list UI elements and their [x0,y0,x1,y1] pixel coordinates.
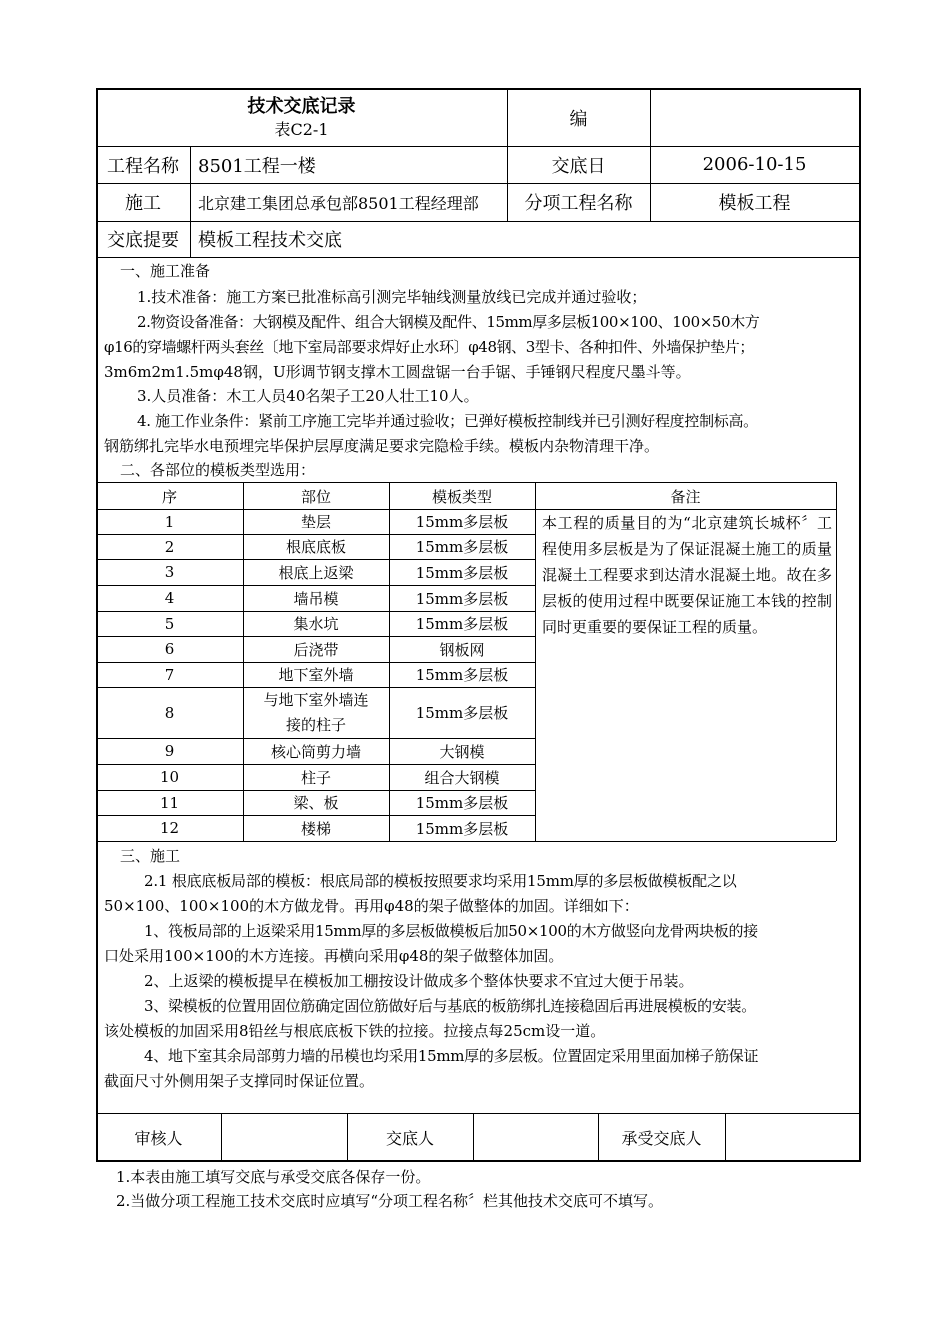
row-part: 地下室外墙 [278,666,354,684]
rule [96,841,836,842]
section3-p1-line1: 2.1 根底底板局部的模板：根底局部的模板按照要求均采用15mm厚的多层板做模板配之以 [144,872,737,890]
footnote-1: 1.本表由施工填写交底与承受交底各保存一份。 [116,1168,431,1186]
title-cell [96,90,507,146]
row-part: 墙吊模 [293,589,339,608]
row-no: 1 [164,512,175,531]
form-number: 表C2-1 [274,120,329,139]
row-part: 梁、板 [293,794,339,812]
row-type: 15mm多层板 [415,704,509,722]
section1-heading: 一、施工准备 [120,262,211,280]
section1-p2-line2: φ16的穿墙螺杆两头套丝〔地下室局部要求焊好止水环〕φ48钢、3型卡、各种扣件、外墙保护垫片； [104,338,754,356]
section3-p4-line2: 该处模板的加固采用8铅丝与根底底板下铁的拉接。拉接点每25cm设一道。 [104,1022,606,1040]
number-value[interactable] [650,90,859,146]
row-part [243,687,389,738]
row-part: 楼梯 [300,819,331,838]
reviewer-signature-field[interactable] [221,1114,347,1160]
subproject-label: 分项工程名称 [524,193,633,214]
row-part: 核心筒剪力墙 [270,742,361,761]
rule [190,146,191,257]
section1-p2-line1: 2.物资设备准备：大钢模及配件、组合大钢模及配件、15mm厚多层板100×100、100×50木方 [137,313,760,331]
receiver-label: 承受交底人 [621,1128,702,1148]
section3-p5-line1: 4、地下室其余局部剪力墙的吊模也均采用15mm厚的多层板。位置固定采用里面加梯子筋保证 [144,1047,759,1065]
row-type: 15mm多层板 [415,563,509,582]
section3-heading: 三、施工 [120,847,181,865]
project-label: 工程名称 [107,155,179,177]
row-part-line2: 接的柱子 [285,715,346,734]
summary-label: 交底提要 [107,230,179,251]
section3-p5-line2: 截面尺寸外侧用架子支撑同时保证位置。 [104,1072,375,1090]
row-type: 组合大钢模 [424,768,500,787]
row-part: 柱子 [300,768,331,787]
presenter-signature-field[interactable] [473,1114,598,1160]
row-no: 12 [159,819,180,837]
presenter-label: 交底人 [385,1128,434,1148]
row-no: 5 [164,614,175,633]
row-type: 15mm多层板 [415,513,509,531]
receiver-signature-field[interactable] [725,1114,859,1160]
section1-p4-line1: 4. 施工作业条件：紧前工序施工完毕并通过验收；已弹好模板控制线并已引测好程度控制标高。 [137,412,758,430]
section3-p2-line1: 1、筏板局部的上返梁采用15mm厚的多层板做模板后加50×100的木方做竖向龙骨两块板的接 [144,922,758,940]
frame-bottom [96,1160,861,1162]
row-part: 根底上返梁 [278,563,354,582]
row-no: 7 [164,665,175,684]
row-no: 11 [159,793,180,812]
row-type: 大钢模 [439,742,485,761]
section3-p4-line1: 3、梁模板的位置用固位筋确定固位筋做好后与基底的板筋绑扎连接稳固后再进展模板的安装。 [144,997,756,1015]
rule [535,482,536,841]
frame-right [859,88,861,1162]
row-type: 钢板网 [439,640,485,659]
contractor-value: 北京建工集团总承包部8501工程经理部 [198,193,479,213]
row-no: 2 [164,537,175,556]
number-label: 编 [569,109,588,130]
row-no: 9 [164,742,175,760]
row-part-line1: 与地下室外墙连 [263,690,369,709]
contractor-label: 施工 [125,193,161,214]
date-label: 交底日 [551,155,606,177]
section3-p3: 2、上返梁的模板提早在模板加工棚按设计做成多个整体快要求不宜过大便于吊装。 [144,972,694,990]
footnote-2: 2.当做分项工程施工技术交底时应填写“分项工程名称〞栏其他技术交底可不填写。 [116,1192,663,1210]
reviewer-label: 审核人 [134,1128,183,1148]
rule [96,257,861,258]
subproject-value: 模板工程 [718,193,791,214]
date-value: 2006-10-15 [702,154,807,175]
row-part: 垫层 [300,513,331,531]
row-type: 15mm多层板 [415,538,509,556]
row-no: 8 [164,703,175,722]
summary-value: 模板工程技术交底 [198,230,342,251]
col-header-remark: 备注 [670,487,701,506]
project-value: 8501工程一楼 [198,155,316,177]
section3-p1-line2: 50×100、100×100的木方做龙骨。再用φ48的架子做整体的加固。详细如下： [104,897,639,915]
row-type: 15mm多层板 [415,794,509,812]
row-no: 3 [164,563,175,581]
section1-p4-line2: 钢筋绑扎完毕水电预埋完毕保护层厚度满足要求完隐检手续。模板内杂物清理干净。 [104,437,660,455]
row-type: 15mm多层板 [415,666,509,684]
row-part: 集水坑 [293,615,339,633]
section3-p2-line2: 口处采用100×100的木方连接。再横向采用φ48的架子做整体加固。 [104,947,564,965]
row-type: 15mm多层板 [415,615,509,633]
form-title: 技术交底记录 [247,96,356,117]
section2-heading: 二、各部位的模板类型选用： [120,461,316,479]
rule [836,482,837,841]
row-type: 15mm多层板 [415,589,509,608]
row-type: 15mm多层板 [415,819,509,838]
section1-p3: 3.人员准备：木工人员40名架子工20人壮工10人。 [137,387,479,405]
col-header-no: 序 [161,487,177,506]
row-no: 10 [159,768,180,786]
col-header-part: 部位 [300,487,331,506]
row-no: 4 [164,589,175,607]
row-no: 6 [164,640,175,658]
section1-p1: 1.技术准备：施工方案已批准标高引测完毕轴线测量放线已完成并通过验收； [137,288,647,306]
remark-text: 本工程的质量目的为“北京建筑长城杯〞工程使用多层板是为了保证混凝土施工的质量混凝土工程要求到达清水混凝土地。故在多层板的使用过程中既要保证施工本钱的控制同时更重要的要保证工程的质量。 [542,514,832,636]
row-part: 后浇带 [293,640,339,659]
row-part: 根底底板 [285,538,346,556]
col-header-type: 模板类型 [431,487,492,506]
section1-p2-line3: 3m6m2m1.5mφ48钢，U形调节钢支撑木工圆盘锯一台手锯、手锤钢尺程度尺墨斗等。 [104,363,691,381]
